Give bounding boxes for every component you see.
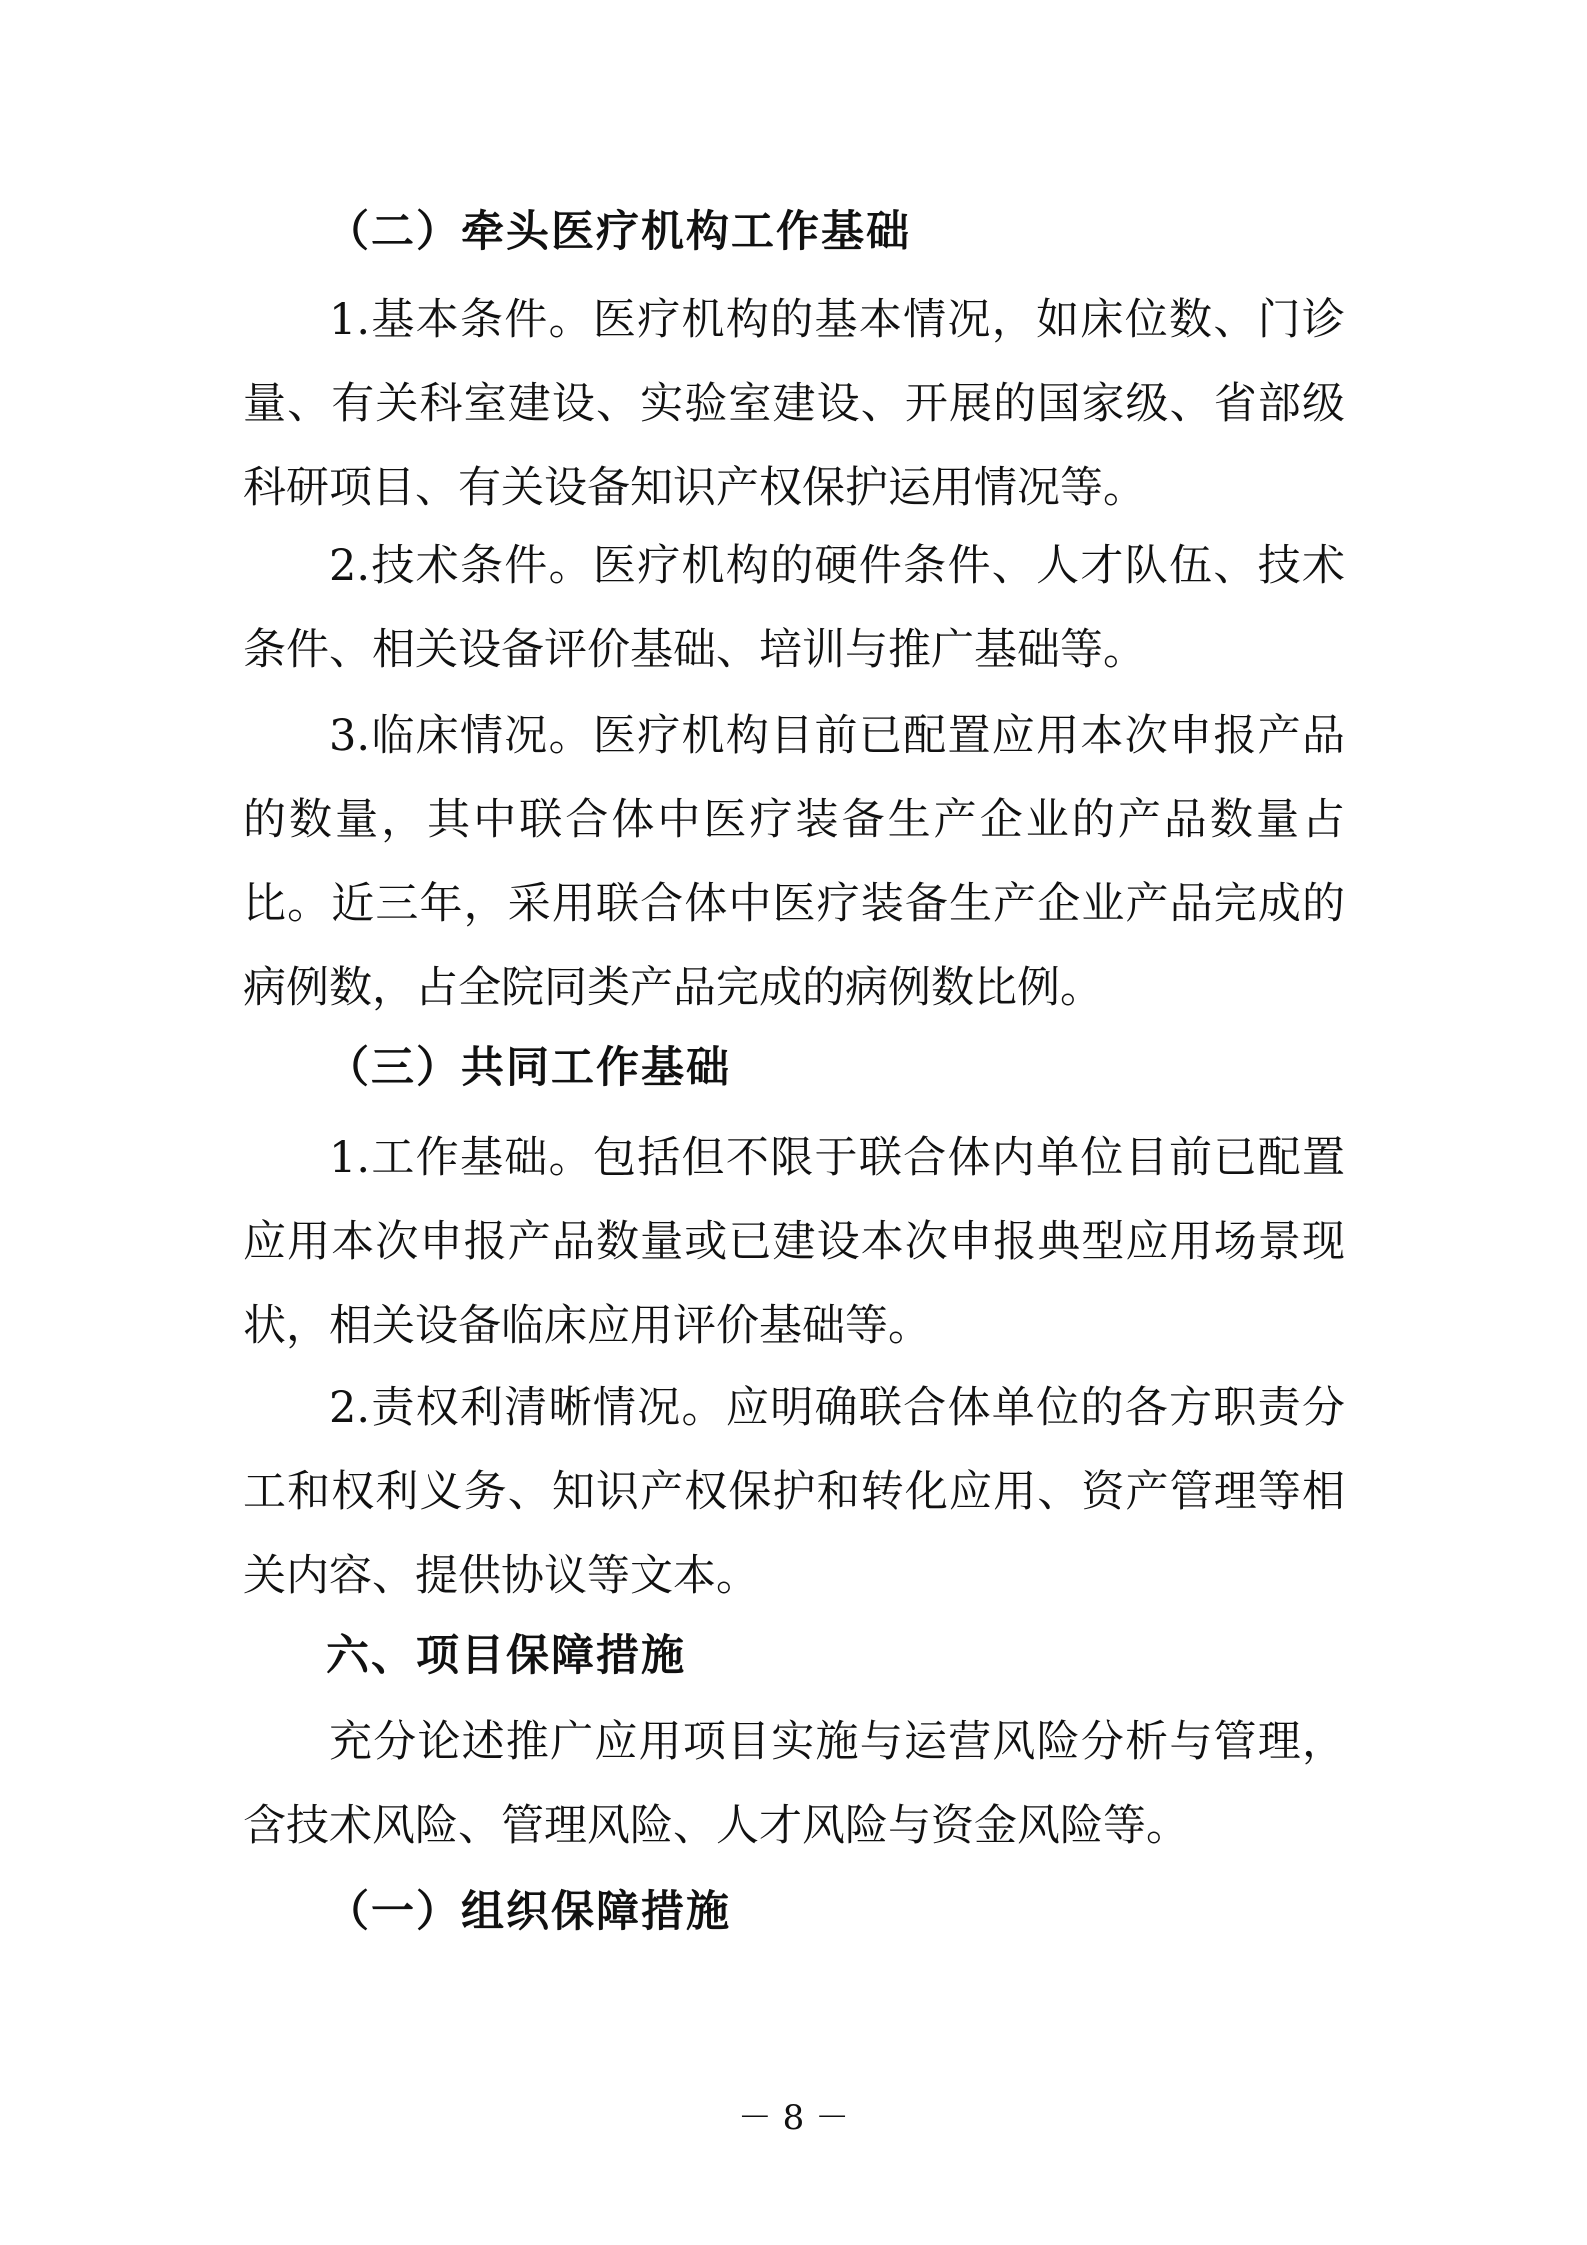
paragraph-clinical-situation: 3.临床情况。医疗机构目前已配置应用本次申报产品的数量，其中联合体中医疗装备生产企业的产品数量占比。近三年，采用联合体中医疗装备生产企业产品完成的病例数，占全院同类产品完成的病例数比例。 [243, 711, 1345, 1013]
section-heading-joint-work-basis: （三）共同工作基础 [326, 1043, 731, 1093]
page-number: － 8 － [737, 2098, 850, 2138]
paragraph-risk-analysis: 充分论述推广应用项目实施与运营风险分析与管理，含技术风险、管理风险、人才风险与资金风险等。 [243, 1717, 1345, 1851]
section-heading-organizational-safeguards: （一）组织保障措施 [326, 1887, 731, 1937]
paragraph-technical-conditions: 2.技术条件。医疗机构的硬件条件、人才队伍、技术条件、相关设备评价基础、培训与推广基础等。 [243, 541, 1345, 675]
paragraph-work-basis: 1.工作基础。包括但不限于联合体内单位目前已配置应用本次申报产品数量或已建设本次申报典型应用场景现状，相关设备临床应用评价基础等。 [243, 1133, 1345, 1351]
section-heading-project-safeguards: 六、项目保障措施 [326, 1631, 686, 1681]
section-heading-lead-institution-basis: （二）牵头医疗机构工作基础 [326, 207, 911, 257]
paragraph-rights-responsibilities: 2.责权利清晰情况。应明确联合体单位的各方职责分工和权利义务、知识产权保护和转化应用、资产管理等相关内容、提供协议等文本。 [243, 1383, 1345, 1601]
paragraph-basic-conditions: 1.基本条件。医疗机构的基本情况，如床位数、门诊量、有关科室建设、实验室建设、开展的国家级、省部级科研项目、有关设备知识产权保护运用情况等。 [243, 295, 1345, 513]
